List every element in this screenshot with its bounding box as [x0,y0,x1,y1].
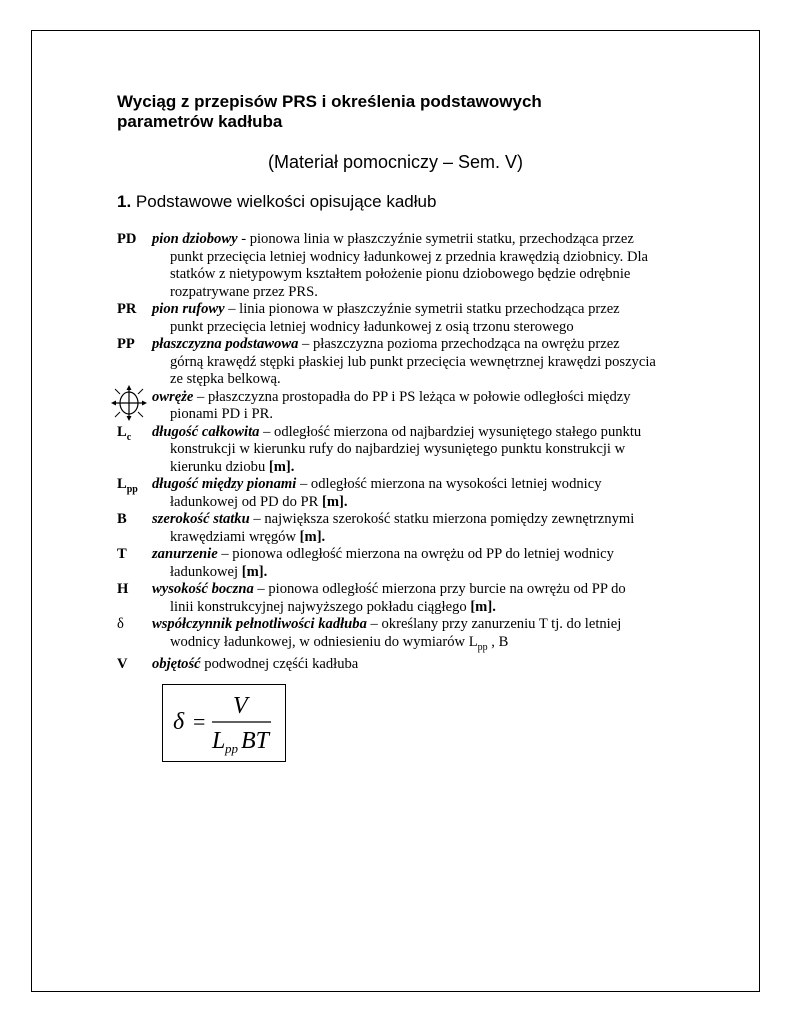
definition-term: owręże [152,388,194,405]
definition-term: długość między pionami [152,476,297,492]
definition-term: objętość [152,655,201,672]
definition-term: współczynnik pełnotliwości kadłuba [152,616,367,632]
definition-delta: δ współczynnik pełnotliwości kadłuba – określany przy zanurzeniu T tj. do letniej wodnicy ładunkowej, w odniesieniu do wymiarów $L_{pp}$ , B [117,616,677,656]
formula-equals: = [193,709,206,734]
definition-line: statków z nietypowym kształtem położenie pionu dziobowego będzie odrębnie [170,266,631,282]
definition-term: zanurzenie [152,546,218,562]
formula-lhs: δ [173,709,185,735]
definition-line: punkt przecięcia letniej wodnicy ładunkowej z przednia krawędzią dziobnicy. Dla [170,248,649,265]
unit-label: [m]. [268,458,295,475]
definition-symbol: PP [117,336,135,352]
definition-line: górną krawędź stępki płaskiej lub punkt przecięcia wewnętrznej krawędzi poszycia [170,353,656,370]
block-coefficient-formula [162,684,286,762]
definition-symbol: H [117,581,129,597]
document-subtitle: (Materiał pomocniczy – Sem. V) [267,152,524,172]
definition-term: wysokość boczna [152,581,254,597]
definition-symbol: $L_{pp}$ [117,476,138,495]
definition-symbol: PR [117,301,137,317]
definition-symbol: PD [117,231,137,247]
definition-line: wodnicy ładunkowej, w odniesieniu do wymiarów $L_{pp}$ , B [170,633,509,653]
title-line-2: parametrów kadłuba [117,112,283,131]
definition-pp: PP płaszczyzna podstawowa – płaszczyzna pozioma przechodząca na owrężu przez górną krawędź stępki płaskiej lub punkt przecięcia wewnętrznej krawędzi poszycia ze stępka belkową. [117,336,677,389]
section-number: 1. [117,192,132,211]
formula-numerator: V [233,693,248,719]
definition-pr: PR pion rufowy – linia pionowa w płaszczyźnie symetrii statku przechodząca przez punkt przecięcia letniej wodnicy ładunkowej z osią trzonu sterowego [117,301,677,336]
definition-line: kierunku dziobu [m]. [170,458,295,475]
document-title [117,92,677,132]
formula-denominator-rest: BT [241,728,270,754]
definition-pd: PD pion dziobowy - pionowa linia w płaszczyźnie symetrii statku, przechodząca przez punkt przecięcia letniej wodnicy ładunkowej z przednia krawędzią dziobnicy. Dla statków z nietypowym kształtem położenie pionu dziobowego będzie odrębnie rozpatrywane przez PRS. [117,231,677,301]
definition-term: pion dziobowy [152,231,238,247]
definition-term: pion rufowy [152,301,225,317]
unit-label: [m]. [322,493,348,510]
definition-line: ze stępka belkową. [170,371,281,387]
definition-symbol: δ [117,616,124,632]
definition-line: pionami PD i PR. [170,406,273,422]
definition-term: płaszczyzna podstawowa [152,336,299,352]
unit-label: [m]. [299,528,326,545]
formula-denominator-sub: pp [225,741,238,756]
definition-v: V objętość podwodnej częśći kadłuba [117,655,359,672]
formula-svg [163,685,284,760]
definition-line: ładunkowej od PD do PR [m]. [170,493,348,510]
definitions-list [117,231,677,673]
formula-denominator-l: L [212,728,226,754]
definition-symbol: B [117,511,127,527]
definition-symbol: T [117,546,127,562]
definition-symbol: V [117,655,128,672]
midship-icon [109,383,149,423]
definition-term: długość całkowita [152,423,260,440]
definition-term: szerokość statku [152,511,250,527]
definition-line: konstrukcji w kierunku rufy do najbardziej wysuniętego punktu konstrukcji w [170,441,626,457]
definition-midship: owręże – płaszczyzna prostopadła do PP i PS leżąca w połowie odległości między pionami PD i PR. [117,389,677,424]
definition-symbol: $L_c$ [117,423,132,443]
definition-t: T zanurzenie – pionowa odległość mierzona na owrężu od PP do letniej wodnicy ładunkowej [m]. [117,546,677,581]
definition-lpp: $L_{pp}$ długość między pionami – odległość mierzona na wysokości letniej wodnicy ładunkowej od PD do PR [m]. [117,476,677,511]
definition-line: punkt przecięcia letniej wodnicy ładunkowej z osią trzonu sterowego [170,318,574,335]
definition-line: rozpatrywane przez PRS. [170,283,318,300]
title-line-1: Wyciąg z przepisów PRS i określenia podstawowych [117,92,542,111]
unit-label: [m]. [241,563,268,580]
definition-b: B szerokość statku – największa szerokość statku mierzona pomiędzy zewnętrznymi krawędziami wręgów [m]. [117,511,677,546]
section-title: Podstawowe wielkości opisujące kadłub [135,192,437,211]
definition-h: H wysokość boczna – pionowa odległość mierzona przy burcie na owrężu od PP do linii konstrukcyjnej najwyższego pokładu ciągłego [m]. [117,581,677,616]
definition-lc: $L_c$ długość całkowita – odległość mierzona od najbardziej wysuniętego stałego punktu konstrukcji w kierunku rufy do najbardziej wysuniętego punktu konstrukcji w kierunku dziobu [m]. [117,424,677,477]
unit-label: [m]. [470,598,496,615]
definition-line: ładunkowej [m]. [170,563,268,580]
section-heading [117,192,436,212]
definition-line: krawędziami wręgów [m]. [170,528,326,545]
definition-line: linii konstrukcyjnej najwyższego pokładu ciągłego [m]. [170,598,496,615]
